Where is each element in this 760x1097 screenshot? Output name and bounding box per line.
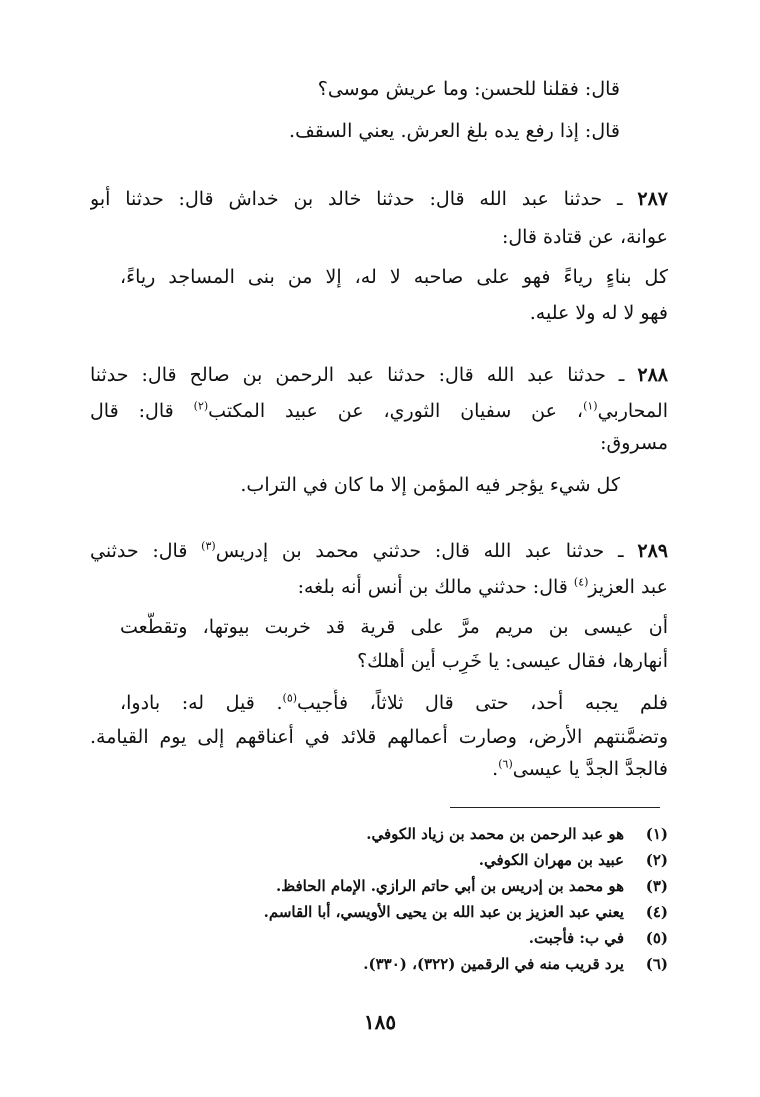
footnote-4-number: (٤) bbox=[645, 903, 668, 921]
hadith-288-isnad-2a: المحاربي bbox=[597, 400, 668, 422]
footnote-5-text: في ب: فأجبت. bbox=[528, 929, 624, 947]
footnote-1-text: هو عبد الرحمن بن محمد بن زياد الكوفي. bbox=[366, 825, 624, 843]
intro-line-1 bbox=[90, 74, 620, 104]
hadith-289-isnad-2a: عبد العزيز bbox=[588, 576, 668, 598]
hadith-289-isnad-1b: قال: حدثني bbox=[90, 540, 202, 562]
hadith-288-isnad-2c: قال: قال bbox=[90, 400, 194, 422]
intro-line-2 bbox=[90, 116, 620, 146]
footnote-2-number: (٢) bbox=[645, 851, 668, 869]
footnote-4 bbox=[168, 900, 668, 924]
hadith-288-line-3 bbox=[90, 428, 668, 458]
hadith-288-isnad-3: مسروق: bbox=[600, 432, 668, 454]
intro-line-1-text: قال: فقلنا للحسن: وما عريش موسى؟ bbox=[317, 78, 620, 100]
hadith-289-text-1 bbox=[120, 612, 668, 642]
hadith-289-text-4 bbox=[90, 722, 668, 752]
footnote-1-number: (١) bbox=[645, 825, 668, 843]
hadith-287-text-2 bbox=[90, 298, 668, 328]
hadith-289-isnad-2b: قال: حدثني مالك بن أنس أنه بلغه: bbox=[297, 576, 574, 598]
hadith-289-isnad-1a: ـ حدثنا عبد الله قال: حدثني محمد بن إدريس bbox=[215, 540, 638, 562]
hadith-288-matn-1: كل شيء يؤجر فيه المؤمن إلا ما كان في التراب. bbox=[240, 474, 620, 496]
footnote-ref-3[interactable]: (٣) bbox=[201, 539, 216, 553]
footnote-ref-1[interactable]: (١) bbox=[583, 399, 598, 413]
hadith-289-text-5 bbox=[90, 754, 668, 784]
footnote-2-text: عبيد بن مهران الكوفي. bbox=[478, 851, 624, 869]
intro-line-2-text: قال: إذا رفع يده بلغ العرش. يعني السقف. bbox=[289, 120, 620, 142]
footnote-2 bbox=[168, 848, 668, 872]
footnote-3-number: (٣) bbox=[645, 877, 668, 895]
hadith-288-isnad-1: ـ حدثنا عبد الله قال: حدثنا عبد الرحمن بن صالح قال: حدثنا bbox=[90, 364, 638, 386]
footnote-separator bbox=[450, 807, 660, 808]
hadith-288-number: ٢٨٨ bbox=[637, 364, 668, 386]
hadith-289-matn-1: أن عيسى بن مريم مرَّ على قرية قد خربت بيوتها، وتقطَّعت bbox=[120, 616, 668, 638]
hadith-289-matn-5a: فالجدَّ الجدَّ يا عيسى bbox=[512, 758, 668, 780]
hadith-287-matn-1: كل بناءٍ رياءً فهو على صاحبه لا له، إلا من بنى المساجد رياءً، bbox=[120, 266, 668, 288]
footnote-6-text: يرد قريب منه في الرقمين (٣٢٢)، (٣٣٠). bbox=[363, 955, 624, 973]
footnote-1 bbox=[168, 822, 668, 846]
hadith-289-text-2 bbox=[90, 646, 668, 676]
hadith-289-matn-4: وتضمَّنتهم الأرض، وصارت أعمالهم قلائد في أعناقهم إلى يوم القيامة. bbox=[90, 726, 668, 748]
hadith-287-matn-2: فهو لا له ولا عليه. bbox=[529, 302, 668, 324]
footnote-6 bbox=[168, 952, 668, 976]
hadith-288-line-2 bbox=[90, 396, 668, 426]
footnote-3 bbox=[168, 874, 668, 898]
hadith-287-line-2 bbox=[90, 222, 668, 252]
hadith-288-text-1 bbox=[90, 470, 620, 500]
footnote-4-text: يعني عبد العزيز بن عبد الله بن يحيى الأويسي، أبا القاسم. bbox=[263, 903, 624, 921]
hadith-287-isnad-2: عوانة، عن قتادة قال: bbox=[501, 226, 668, 248]
hadith-289-line-1 bbox=[90, 536, 668, 566]
hadith-289-matn-5b: . bbox=[492, 758, 499, 780]
footnote-ref-6[interactable]: (٦) bbox=[498, 757, 513, 771]
hadith-287-number: ٢٨٧ bbox=[637, 188, 668, 210]
hadith-289-number: ٢٨٩ bbox=[637, 540, 668, 562]
hadith-289-text-3 bbox=[120, 688, 668, 718]
hadith-287-line-1 bbox=[90, 184, 668, 214]
page-number: ١٨٥ bbox=[363, 1010, 397, 1034]
footnote-ref-5[interactable]: (٥) bbox=[282, 691, 298, 705]
hadith-289-matn-3b: . قيل له: بادوا، bbox=[120, 692, 283, 714]
footnote-5 bbox=[168, 926, 668, 950]
hadith-288-isnad-2b: ، عن سفيان الثوري، عن عبيد المكتب bbox=[208, 400, 584, 422]
footnote-3-text: هو محمد بن إدريس بن أبي حاتم الرازي. الإمام الحافظ. bbox=[276, 877, 624, 895]
footnote-ref-4[interactable]: (٤) bbox=[573, 575, 589, 589]
footnote-5-number: (٥) bbox=[645, 929, 668, 947]
hadith-289-matn-3a: فلم يجبه أحد، حتى قال ثلاثاً، فأُجيب bbox=[297, 692, 668, 714]
hadith-289-line-2 bbox=[90, 572, 668, 602]
hadith-287-isnad-1: ـ حدثنا عبد الله قال: حدثنا خالد بن خداش قال: حدثنا أبو bbox=[90, 188, 638, 210]
footnote-6-number: (٦) bbox=[645, 955, 668, 973]
footnote-ref-2[interactable]: (٢) bbox=[193, 399, 209, 413]
hadith-288-line-1 bbox=[90, 360, 668, 390]
hadith-289-matn-2: أنهارها، فقال عيسى: يا خَرِب أين أهلك؟ bbox=[357, 650, 668, 672]
hadith-287-text-1 bbox=[120, 262, 668, 292]
